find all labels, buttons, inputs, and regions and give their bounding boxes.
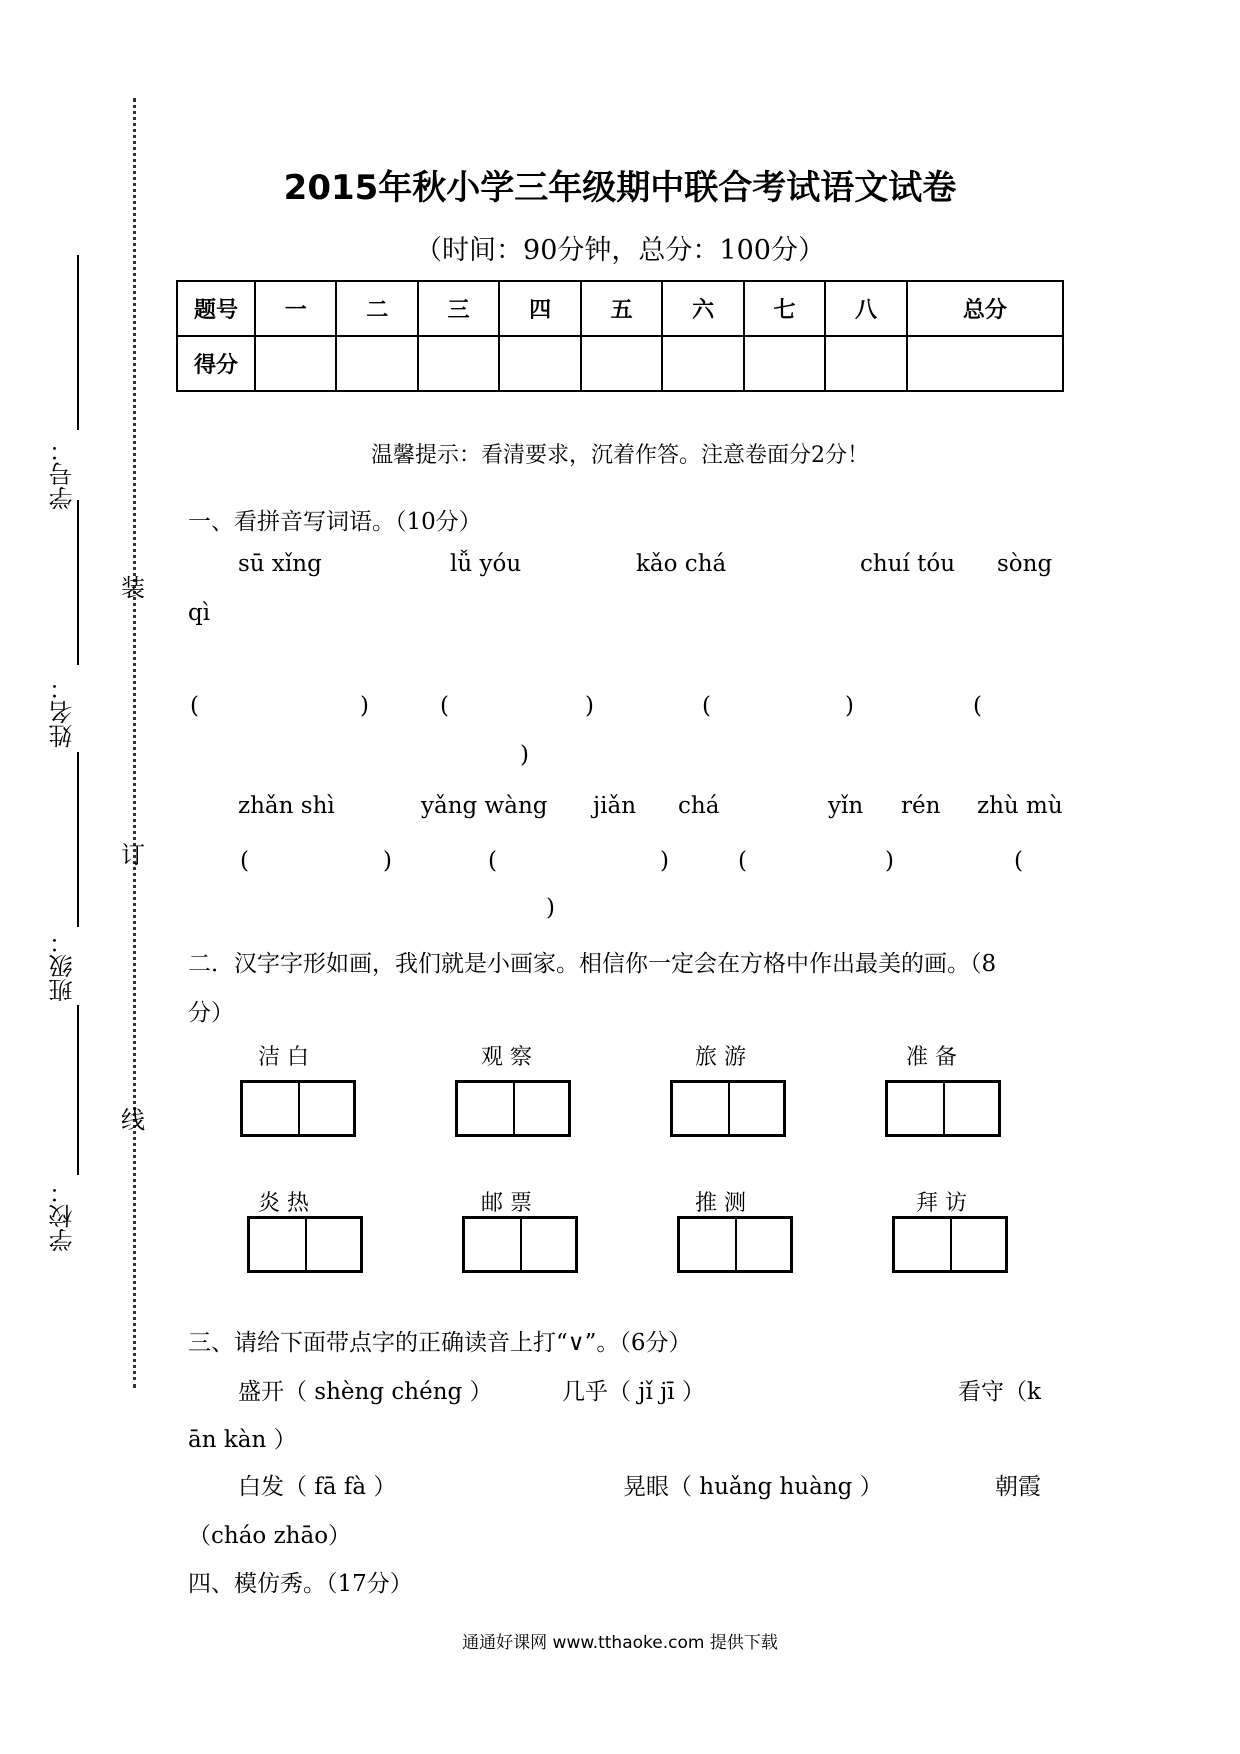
header-cell: 五 — [581, 281, 662, 336]
binding-char-zhuang: 装 — [121, 574, 145, 602]
q4-heading: 四、模仿秀。（17分） — [188, 1571, 413, 1597]
score-table-score-row — [177, 336, 1063, 391]
score-cell[interactable] — [907, 336, 1063, 391]
q1-bracket: ( — [190, 693, 199, 719]
q2-word: 洁 白 — [258, 1045, 309, 1070]
q1-bracket: ) — [660, 848, 669, 874]
q2-word: 拜 访 — [916, 1191, 967, 1216]
class-label: 班级： — [49, 930, 77, 1002]
score-table-header-row — [177, 281, 1063, 336]
q1-pinyin: jiǎn — [593, 793, 637, 819]
q3-item: 看守（k — [958, 1379, 1041, 1405]
q3-item: 盛开（ shèng chéng ） — [238, 1379, 493, 1405]
writing-grid[interactable] — [670, 1080, 786, 1137]
q2-word: 炎 热 — [258, 1191, 309, 1216]
writing-grid[interactable] — [455, 1080, 571, 1137]
q1-heading: 一、看拼音写词语。（10分） — [188, 509, 482, 535]
q1-pinyin: zhǎn shì — [238, 793, 335, 819]
q2-word: 准 备 — [906, 1045, 957, 1070]
writing-grid[interactable] — [677, 1216, 793, 1273]
score-cell[interactable] — [255, 336, 336, 391]
q3-item: 朝霞 — [995, 1474, 1041, 1500]
q3-item: 白发（ fā fà ） — [238, 1474, 397, 1500]
q1-pinyin: rén — [901, 793, 941, 819]
writing-grid[interactable] — [885, 1080, 1001, 1137]
name-label: 姓名： — [49, 676, 77, 748]
q3-item: 晃眼（ huǎng huàng ） — [623, 1474, 883, 1500]
q1-bracket: ( — [240, 848, 249, 874]
exam-subtitle: （时间：90分钟，总分：100分） — [415, 235, 825, 266]
score-cell[interactable] — [662, 336, 743, 391]
q1-pinyin: yǎng wàng — [421, 793, 548, 819]
student-id-line-lower — [77, 500, 79, 665]
header-cell: 三 — [418, 281, 499, 336]
school-label: 学校： — [49, 1180, 77, 1252]
writing-grid[interactable] — [240, 1080, 356, 1137]
warm-tip: 温馨提示：看清要求，沉着作答。注意卷面分2分！ — [371, 443, 869, 468]
binding-char-xian: 线 — [121, 1106, 145, 1134]
q1-pinyin: lǚ yóu — [450, 551, 522, 577]
header-cell: 八 — [825, 281, 906, 336]
q1-bracket: ) — [585, 693, 594, 719]
page-footer: 通通好课网 www.tthaoke.com 提供下载 — [462, 1633, 778, 1653]
header-cell: 二 — [336, 281, 417, 336]
header-cell: 一 — [255, 281, 336, 336]
writing-grid[interactable] — [247, 1216, 363, 1273]
q1-pinyin: kǎo chá — [636, 551, 727, 577]
header-cell: 七 — [744, 281, 825, 336]
q2-word: 推 测 — [695, 1191, 746, 1216]
q2-heading-wrap: 分） — [188, 1000, 234, 1026]
q1-bracket: ) — [520, 742, 529, 768]
q1-pinyin: chá — [678, 793, 720, 819]
q1-bracket: ) — [360, 693, 369, 719]
score-cell[interactable] — [499, 336, 580, 391]
score-cell[interactable] — [744, 336, 825, 391]
q1-bracket: ) — [845, 693, 854, 719]
student-id-label: 学号： — [49, 438, 77, 510]
q1-bracket: ( — [702, 693, 711, 719]
q1-bracket: ( — [1014, 848, 1023, 874]
q1-bracket: ( — [738, 848, 747, 874]
q1-bracket: ( — [973, 693, 982, 719]
q1-bracket: ) — [546, 895, 555, 921]
header-cell: 题号 — [177, 281, 255, 336]
q2-word: 旅 游 — [695, 1045, 746, 1070]
q1-pinyin: yǐn — [828, 793, 864, 819]
q2-word: 邮 票 — [481, 1191, 532, 1216]
name-line-lower — [77, 752, 79, 927]
binding-char-ding: 订 — [121, 841, 145, 869]
q1-bracket: ) — [383, 848, 392, 874]
q1-pinyin-wrap: qì — [188, 600, 211, 626]
q1-pinyin: chuí tóu — [860, 551, 956, 577]
score-cell[interactable] — [825, 336, 906, 391]
student-id-line — [77, 255, 79, 430]
score-cell[interactable] — [581, 336, 662, 391]
q2-heading: 二．汉字字形如画，我们就是小画家。相信你一定会在方格中作出最美的画。（8 — [188, 951, 997, 977]
q3-item-wrap: ān kàn ） — [188, 1427, 297, 1453]
page-title: 2015年秋小学三年级期中联合考试语文试卷 — [283, 168, 957, 208]
header-cell: 四 — [499, 281, 580, 336]
binding-dotted-line — [133, 98, 136, 1388]
q1-pinyin: zhù mù — [977, 793, 1063, 819]
writing-grid[interactable] — [462, 1216, 578, 1273]
q1-pinyin: sòng — [997, 551, 1053, 577]
q3-heading: 三、请给下面带点字的正确读音上打“∨”。（6分） — [188, 1330, 692, 1356]
score-cell[interactable] — [336, 336, 417, 391]
header-cell: 六 — [662, 281, 743, 336]
class-line-lower — [77, 1005, 79, 1175]
q3-item-wrap: （cháo zhāo） — [188, 1523, 352, 1549]
q1-bracket: ( — [488, 848, 497, 874]
row-label-cell: 得分 — [177, 336, 255, 391]
q1-pinyin: sū xǐng — [238, 551, 322, 577]
header-cell: 总分 — [907, 281, 1063, 336]
score-cell[interactable] — [418, 336, 499, 391]
score-table — [176, 280, 1064, 392]
q3-item: 几乎（ jǐ jī ） — [562, 1379, 705, 1405]
q2-word: 观 察 — [481, 1045, 532, 1070]
q1-bracket: ) — [885, 848, 894, 874]
writing-grid[interactable] — [892, 1216, 1008, 1273]
q1-bracket: ( — [440, 693, 449, 719]
